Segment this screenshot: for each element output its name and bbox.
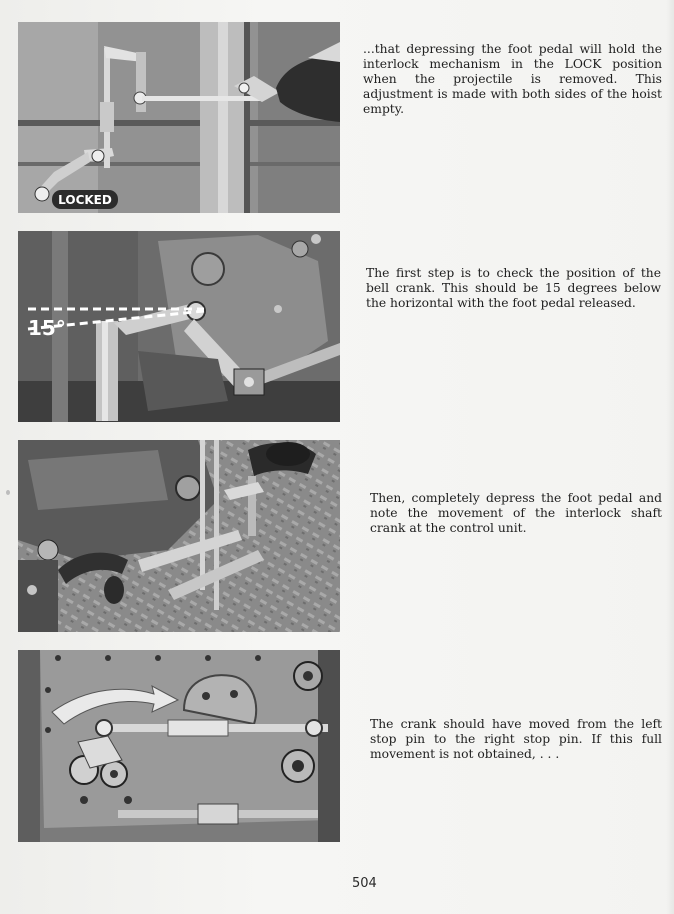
locked-label: LOCKED (58, 193, 112, 207)
photo-control-unit-illustration (18, 650, 340, 842)
angle-label: 15° (28, 316, 66, 340)
photo-control-unit-crank (18, 650, 340, 842)
photo-interlock-locked (18, 22, 340, 213)
photo-bell-crank-angle (18, 231, 340, 422)
page-speck (6, 490, 10, 495)
page-number: 504 (352, 876, 377, 891)
photo-foot-pedal-illustration (18, 440, 340, 632)
caption-depress-pedal: Then, completely depress the foot pedal and note the movement of the interlock shaft crank at the control unit. (370, 491, 662, 535)
caption-crank-movement: The crank should have moved from the left stop pin to the right stop pin. If this full movement is not obtained, . . . (370, 717, 662, 761)
caption-lock-position: ...that depressing the foot pedal will hold the interlock mechanism in the LOCK position when the projectile is removed. This adjustment is made with both sides of the hoist empty. (363, 42, 662, 116)
page-edge-shadow (666, 0, 674, 914)
photo-bell-crank-illustration (18, 231, 340, 422)
caption-bell-crank-check: The first step is to check the position of the bell crank. This should be 15 degrees below the horizontal with the foot pedal released. (366, 266, 661, 310)
photo-interlock-locked-illustration (18, 22, 340, 213)
photo-foot-pedal-depressed (18, 440, 340, 632)
